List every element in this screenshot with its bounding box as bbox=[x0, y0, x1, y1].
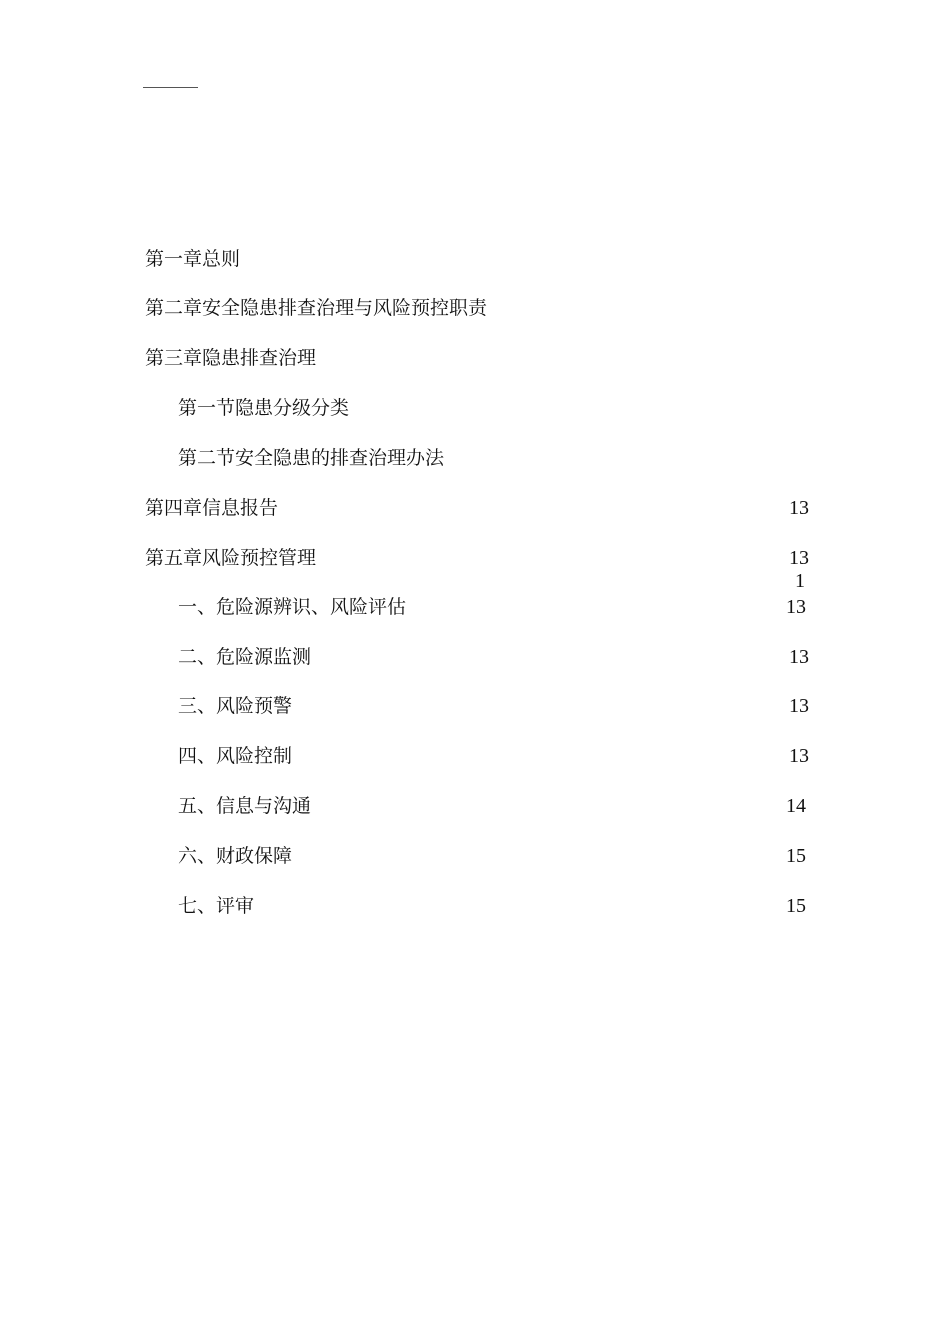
toc-entry[interactable] bbox=[0, 543, 950, 573]
toc-entry[interactable] bbox=[0, 691, 950, 721]
toc-entry-label: 二、危险源监测 bbox=[178, 646, 312, 668]
toc-entry[interactable] bbox=[0, 592, 950, 622]
stray-page-number: 1 bbox=[795, 570, 805, 592]
toc-page-number: 13 bbox=[789, 497, 809, 519]
toc-entry-label: 七、评审 bbox=[178, 895, 255, 917]
toc-entry[interactable] bbox=[0, 741, 950, 771]
toc-entry[interactable] bbox=[0, 443, 950, 473]
toc-page-number: 13 bbox=[789, 695, 809, 717]
toc-entry-label: 第一节隐患分级分类 bbox=[178, 397, 350, 419]
toc-page-number: 15 bbox=[786, 845, 806, 867]
header-rule bbox=[143, 87, 198, 88]
toc-entry-label: 第二节安全隐患的排查治理办法 bbox=[178, 447, 445, 469]
toc-entry-label: 三、风险预警 bbox=[178, 695, 293, 717]
toc-entry-label: 六、财政保障 bbox=[178, 845, 293, 867]
toc-entry[interactable] bbox=[0, 791, 950, 821]
toc-entry-label: 一、危险源辨识、风险评估 bbox=[178, 596, 407, 618]
toc-page-number: 13 bbox=[789, 646, 809, 668]
toc-page-number: 13 bbox=[789, 745, 809, 767]
toc-entry[interactable] bbox=[0, 841, 950, 871]
toc-page-number: 13 bbox=[789, 547, 809, 569]
toc-entry-label: 第一章总则 bbox=[145, 248, 241, 270]
toc-entry[interactable] bbox=[0, 493, 950, 523]
toc-entry-label: 第二章安全隐患排查治理与风险预控职责 bbox=[145, 297, 488, 319]
toc-entry-label: 四、风险控制 bbox=[178, 745, 293, 767]
toc-entry-label: 第三章隐患排查治理 bbox=[145, 347, 317, 369]
toc-page-number: 15 bbox=[786, 895, 806, 917]
toc-page-number: 13 bbox=[786, 596, 806, 618]
toc-entry[interactable] bbox=[0, 393, 950, 423]
toc-entry[interactable] bbox=[0, 293, 950, 323]
toc-entry-label: 第四章信息报告 bbox=[145, 497, 279, 519]
toc-entry[interactable] bbox=[0, 642, 950, 672]
toc-entry[interactable] bbox=[0, 244, 950, 274]
toc-entry-label: 第五章风险预控管理 bbox=[145, 547, 317, 569]
toc-page-number: 14 bbox=[786, 795, 806, 817]
toc-entry-label: 五、信息与沟通 bbox=[178, 795, 312, 817]
toc-entry[interactable] bbox=[0, 343, 950, 373]
toc-entry[interactable] bbox=[0, 891, 950, 921]
